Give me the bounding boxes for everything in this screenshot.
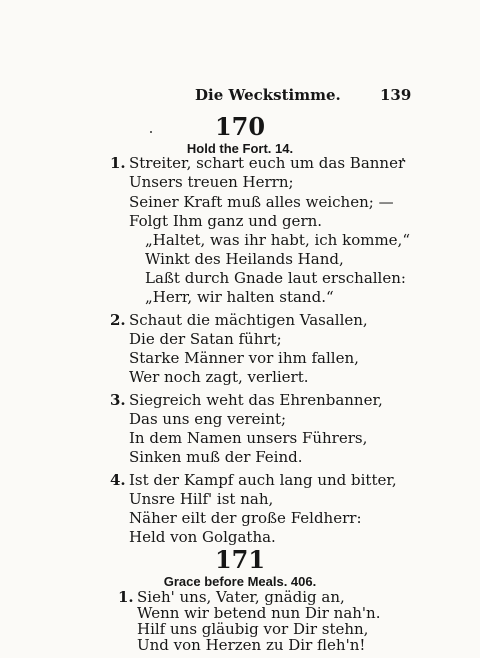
verse-line: Unsers treuen Herrn;	[129, 173, 294, 191]
verse-number: 1.	[110, 154, 126, 172]
page-number: 139	[380, 86, 412, 104]
tune-line: Hold the Fort. 14.	[186, 141, 294, 156]
verse-line: Wer noch zagt, verliert.	[129, 368, 309, 386]
verse-number: 1.	[118, 588, 134, 606]
verse-line: Winkt des Heilands Hand,	[145, 250, 344, 268]
verse-line: Näher eilt der große Feldherr:	[129, 509, 362, 527]
verse-line: Schaut die mächtigen Vasallen,	[129, 311, 368, 329]
verse-line: Und von Herzen zu Dir fleh'n!	[137, 636, 366, 654]
verse-line: Laßt durch Gnade laut erschallen:	[145, 269, 406, 287]
verse-line: Siegreich weht das Ehrenbanner,	[129, 391, 383, 409]
running-head: Die Weckstimme.	[195, 86, 341, 104]
verse-line: In dem Namen unsers Führers,	[129, 429, 368, 447]
verse-line: Die der Satan führt;	[129, 330, 282, 348]
verse-line: Seiner Kraft muß alles weichen; —	[129, 193, 394, 211]
verse-line: „Haltet, was ihr habt, ich komme,“	[145, 231, 410, 249]
verse-number: 3.	[110, 391, 126, 409]
verse-line: Unsre Hilf' ist nah,	[129, 490, 274, 508]
tune-line: Grace before Meals. 406.	[163, 574, 317, 589]
verse-number: 2.	[110, 311, 126, 329]
verse-line: Sieh' uns, Vater, gnädig an,	[137, 588, 345, 606]
verse-line: Starke Männer vor ihm fallen,	[129, 349, 359, 367]
verse-line: Held von Golgatha.	[129, 528, 276, 546]
hymn-number: 170	[214, 112, 266, 141]
verse-line: Ist der Kampf auch lang und bitter,	[129, 471, 397, 489]
verse-line: Streiter, schart euch um das Banner	[129, 154, 406, 172]
verse-line: Hilf uns gläubig vor Dir stehn,	[137, 620, 369, 638]
verse-line: Folgt Ihm ganz und gern.	[129, 212, 323, 230]
verse-line: Wenn wir betend nun Dir nah'n.	[137, 604, 381, 622]
verse-line: „Herr, wir halten stand.“	[145, 288, 334, 306]
verse-number: 4.	[110, 471, 126, 489]
verse-line: Das uns eng vereint;	[129, 410, 287, 428]
verse-line: Sinken muß der Feind.	[129, 448, 303, 466]
hymn-number: 171	[214, 545, 266, 574]
